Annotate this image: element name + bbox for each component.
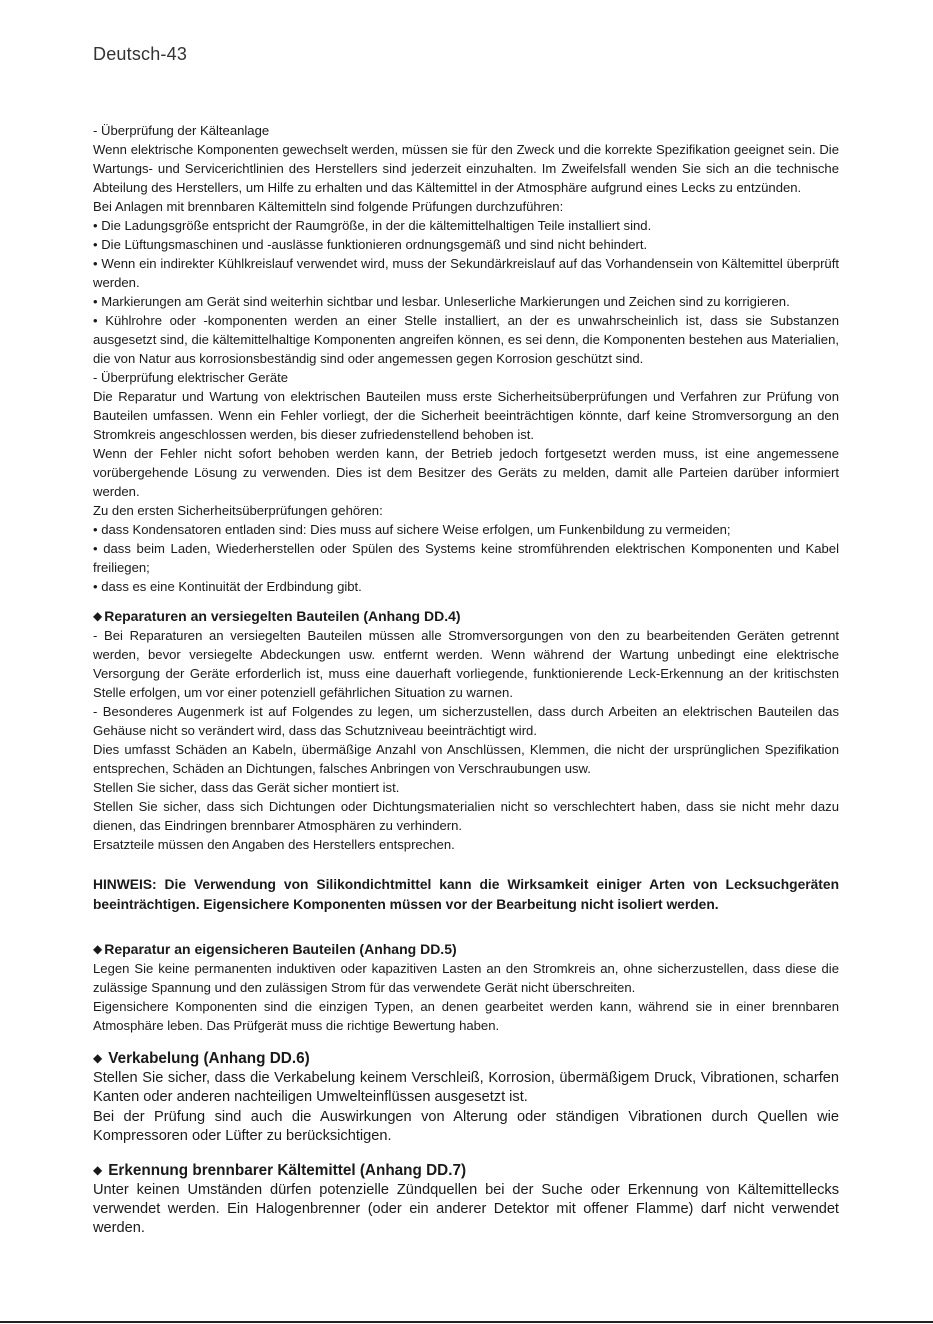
paragraph: - Bei Reparaturen an versiegelten Bauteilen müssen alle Stromversorgungen von den zu bearbeitenden Geräten getrennt werden, bevor versiegelte Abdeckungen usw. entfernt werden. Wenn während der Wartung unbedingt eine elektrische Versorgung der Geräte erforderlich ist, muss eine dauerhaft vorliegende, funktionierende Leck-Erkennung an der kritischsten Stelle erfolgen, um vor einer potenziell gefährlichen Situation zu warnen. xyxy=(93,628,839,700)
subheading-elektrische-geraete: - Überprüfung elektrischer Geräte xyxy=(93,370,289,385)
diamond-bullet-icon: ◆ xyxy=(93,1162,103,1177)
paragraph: - Besonderes Augenmerk ist auf Folgendes zu legen, um sicherzustellen, dass durch Arbeiten an elektrischen Bauteilen das Gehäuse nicht so verändert wird, dass das Schutzniveau beeinträchtigt wird. xyxy=(93,704,839,738)
section-erkennung xyxy=(93,1160,839,1239)
diamond-bullet-icon: ◆ xyxy=(93,609,103,623)
section-title-eigensicher: ◆ Reparatur an eigensicheren Bauteilen (Anhang DD.5) xyxy=(93,941,457,957)
paragraph: Bei Anlagen mit brennbaren Kältemitteln sind folgende Prüfungen durchzuführen: xyxy=(93,199,564,214)
section-title-versiegelt: ◆ Reparaturen an versiegelten Bauteilen (Anhang DD.4) xyxy=(93,608,461,624)
diamond-bullet-icon: ◆ xyxy=(93,942,103,956)
section-versiegelt xyxy=(93,606,839,854)
bottom-rule xyxy=(0,1321,933,1323)
list-item: • dass Kondensatoren entladen sind: Dies muss auf sichere Weise erfolgen, um Funkenbildung zu vermeiden; xyxy=(93,522,731,537)
section-title-erkennung: ◆ Erkennung brennbarer Kältemittel (Anhang DD.7) xyxy=(93,1161,467,1179)
list-item: • Die Ladungsgröße entspricht der Raumgröße, in der die kältemittelhaltigen Teile installiert sind. xyxy=(93,218,652,233)
paragraph: Stellen Sie sicher, dass die Verkabelung keinem Verschleiß, Korrosion, übermäßigem Druck, Vibrationen, scharfen Kanten oder anderen nachteiligen Umwelteinflüssen ausgesetzt ist. xyxy=(93,1070,839,1106)
paragraph: Legen Sie keine permanenten induktiven oder kapazitiven Lasten an den Stromkreis an, ohne sicherzustellen, dass diese die zulässige Spannung und den zulässigen Strom für das verwendete Gerät nicht überschreiten. xyxy=(93,961,839,995)
list-item: • dass es eine Kontinuität der Erdbindung gibt. xyxy=(93,579,362,594)
subheading-kaelteanlage: - Überprüfung der Kälteanlage xyxy=(93,123,270,138)
diamond-bullet-icon: ◆ xyxy=(93,1051,103,1065)
list-item: • dass beim Laden, Wiederherstellen oder Spülen des Systems keine stromführenden elektrischen Komponenten und Kabel freiliegen; xyxy=(93,541,839,575)
paragraph: Ersatzteile müssen den Angaben des Herstellers entsprechen. xyxy=(93,837,455,852)
list-item: • Wenn ein indirekter Kühlkreislauf verwendet wird, muss der Sekundärkreislauf auf das Vorhandensein von Kältemittel überprüft werden. xyxy=(93,256,839,290)
list-item: • Die Lüftungsmaschinen und -auslässe funktionieren ordnungsgemäß und sind nicht behindert. xyxy=(93,237,648,252)
section-kaelteanlage xyxy=(93,121,839,596)
paragraph: Stellen Sie sicher, dass das Gerät sicher montiert ist. xyxy=(93,780,400,795)
paragraph: Stellen Sie sicher, dass sich Dichtungen oder Dichtungsmaterialien nicht so verschlechtert haben, dass sie nicht mehr dazu dienen, das Eindringen brennbarer Atmosphären zu verhindern. xyxy=(93,799,839,833)
document-body xyxy=(93,121,839,1239)
list-item: • Kühlrohre oder -komponenten werden an einer Stelle installiert, an der es unwahrscheinlich ist, dass sie Substanzen ausgesetzt sind, die kältemittelhaltige Komponenten angreifen können, es sei denn, die Komponenten bestehen aus Materialien, die von Natur aus korrosionsbeständig sind oder angemessen gegen Korrosion geschützt sind. xyxy=(93,313,839,366)
section-verkabelung xyxy=(93,1048,839,1147)
hinweis-note: HINWEIS: Die Verwendung von Silikondichtmittel kann die Wirksamkeit einiger Arten von Lecksuchgeräten beeinträchtigen. Eigensichere Komponenten müssen vor der Bearbeitung nicht isoliert werden. xyxy=(93,877,839,912)
section-title-verkabelung: ◆ Verkabelung (Anhang DD.6) xyxy=(93,1050,310,1067)
paragraph: Bei der Prüfung sind auch die Auswirkungen von Alterung oder ständigen Vibrationen durch Quellen wie Kompressoren oder Lüfter zu berücksichtigen. xyxy=(93,1108,839,1145)
paragraph: Eigensichere Komponenten sind die einzigen Typen, an denen gearbeitet werden kann, während sie in einer brennbaren Atmosphäre leben. Das Prüfgerät muss die richtige Bewertung haben. xyxy=(93,999,839,1033)
paragraph: Zu den ersten Sicherheitsüberprüfungen gehören: xyxy=(93,503,383,518)
section-eigensicher xyxy=(93,939,839,1035)
paragraph: Unter keinen Umständen dürfen potenzielle Zündquellen bei der Suche oder Erkennung von Kältemittellecks verwendet werden. Ein Halogenbrenner (oder ein anderer Detektor mit offener Flamme) darf nicht verwendet werden. xyxy=(93,1181,839,1237)
paragraph: Wenn elektrische Komponenten gewechselt werden, müssen sie für den Zweck und die korrekte Spezifikation geeignet sein. Die Wartungs- und Servicerichtlinien des Herstellers sind jederzeit einzuhalten. Im Zweifelsfall wenden Sie sich an die technische Abteilung des Herstellers, um Hilfe zu erhalten und das Kältemittel in der Atmosphäre aufgrund eines Lecks zu entzünden. xyxy=(93,142,839,195)
paragraph: Wenn der Fehler nicht sofort behoben werden kann, der Betrieb jedoch fortgesetzt werden muss, ist eine angemessene vorübergehende Lösung zu verwenden. Dies ist dem Besitzer des Geräts zu melden, damit alle Parteien darüber informiert werden. xyxy=(93,446,839,499)
list-item: • Markierungen am Gerät sind weiterhin sichtbar und lesbar. Unleserliche Markierungen und Zeichen sind zu korrigieren. xyxy=(93,294,790,309)
paragraph: Die Reparatur und Wartung von elektrischen Bauteilen muss erste Sicherheitsüberprüfungen und Verfahren zur Prüfung von Bauteilen umfassen. Wenn ein Fehler vorliegt, der die Sicherheit beeinträchtigen könnte, darf keine Stromversorgung an den Stromkreis angeschlossen werden, bis dieser zufriedenstellend behoben ist. xyxy=(93,389,839,442)
paragraph: Dies umfasst Schäden an Kabeln, übermäßige Anzahl von Anschlüssen, Klemmen, die nicht der ursprünglichen Spezifikation entsprechen, Schäden an Dichtungen, falsches Anbringen von Verschraubungen usw. xyxy=(93,742,839,776)
page-header: Deutsch-43 xyxy=(93,44,188,64)
